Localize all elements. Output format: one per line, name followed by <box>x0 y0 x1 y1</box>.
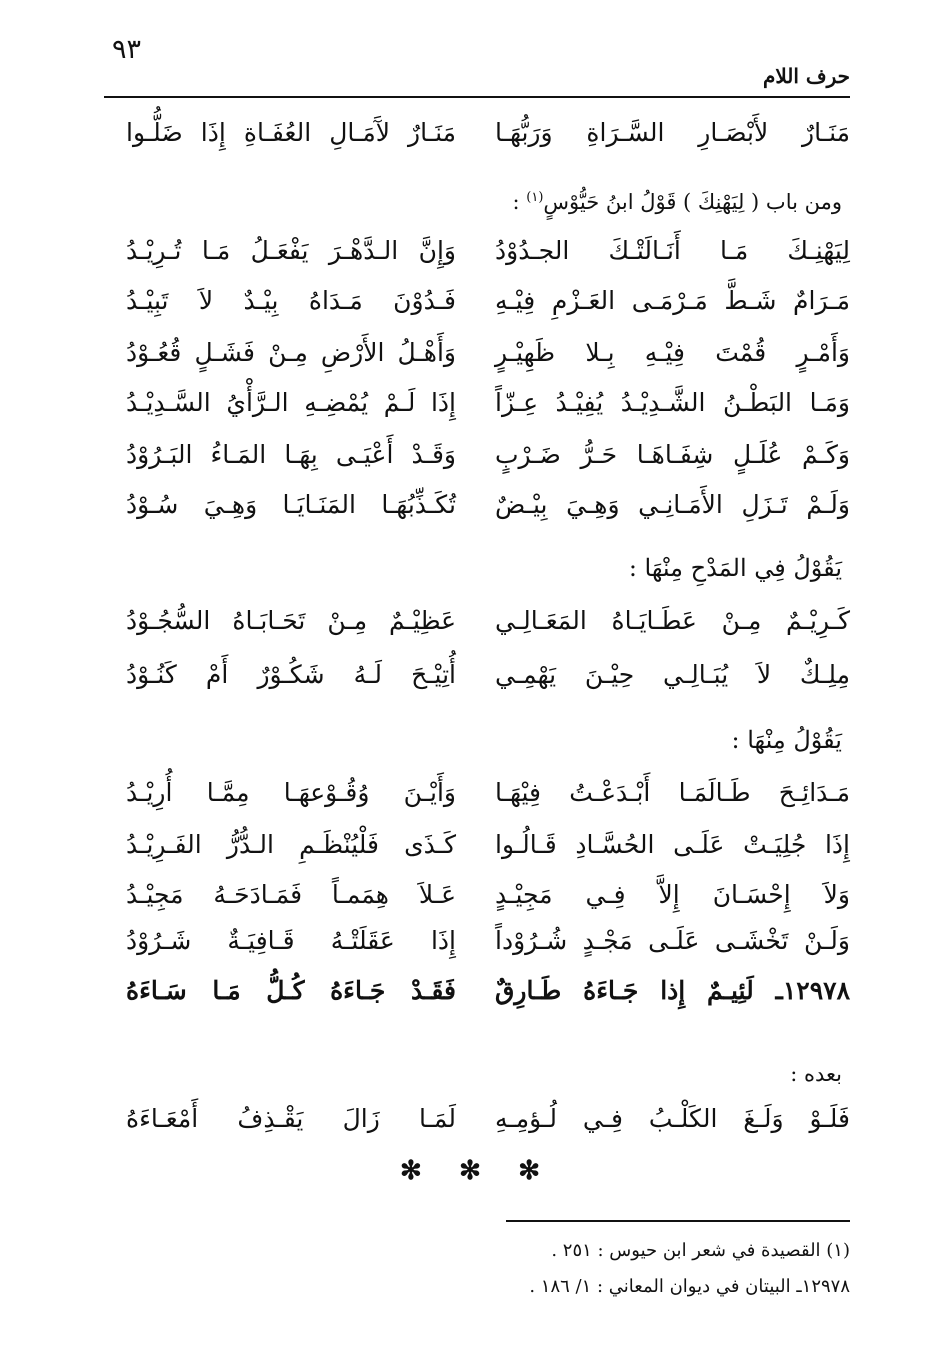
first-hemistich: مَـرَامٌ شَـطَّ مَـرْمَـى العَـزْمِ فِيْـهِ <box>495 286 850 315</box>
after-label: بعده : <box>790 1062 842 1086</box>
second-hemistich: وَقَـدْ أَعْيَـى بِهَـا المَـاءُ البَـرُوْدُ <box>126 440 456 469</box>
second-hemistich: عَـلاَ هِمَمـاً فَمَـادَحَـهُ مَجِيْـدُ <box>126 880 456 909</box>
first-hemistich: وَكَـمْ عُلَـلٍ شِفَـاهَـا حَـرُّ ضَـرْبٍ <box>495 440 850 469</box>
second-hemistich: إِذَا لَـمْ يُمْضِـهِ الـرَّأْيُ السَّـدِيْـدُ <box>126 388 456 417</box>
second-hemistich: مَنَـارٌ لآَمَـالِ العُفَـاةِ إِذَا ضَلُّـوا <box>126 118 456 147</box>
intro-tail: : <box>512 190 527 214</box>
second-hemistich: أُتِيْـحَ لَـهُ شَكُـوْرٌ أَمْ كَنُـوْدُ <box>126 660 456 689</box>
second-hemistich: فَقَـدْ جَـاءَهُ كُـلُّ مَـا سَـاءَهُ <box>126 976 456 1005</box>
star-icon: ✻ <box>518 1156 540 1186</box>
footnote: (١) القصيدة في شعر ابن حيوس : ٢٥١ . <box>551 1240 850 1261</box>
first-hemistich: مِلِـكٌ لاَ يُبَـالِـي حِيْـنَ يَهْمِـي <box>495 660 850 689</box>
page-number: ٩٣ <box>112 34 142 65</box>
verse-line <box>104 276 850 326</box>
first-hemistich: فَلَـوْ وَلَـغَ الكَلْـبُ فِـي لُـؤمِـهِ <box>495 1104 850 1133</box>
first-hemistich: وَأَمْـرٍ قُمْتَ فِيْـهِ بِـلا ظَهِيْـرٍ <box>495 338 850 367</box>
section-heading: يَقُوْلُ فِي المَدْحِ مِنْهَا : <box>628 554 842 582</box>
chapter-title: حرف اللام <box>762 64 850 88</box>
verse-line <box>104 916 850 966</box>
second-hemistich: وَأَيْـنَ وُقُـوْعهَـا مِمَّـا أُرِيْـدُ <box>126 778 456 807</box>
first-hemistich: مَـدَائِـحَ طَـالَمَـا أَبْـدَعْـتُ فِيْهَـا <box>495 778 850 807</box>
footnote-rule <box>506 1220 850 1222</box>
first-hemistich: وَلَـنْ تَخْشَـى عَلَـى مَجْـدٍ شُـرُوْداً <box>495 926 850 955</box>
first-hemistich: وَلَـمْ تَـزَلِ الأَمَـانِـي وَهِـيَ بِيْـضٌ <box>495 490 850 519</box>
verse-line <box>104 596 850 646</box>
second-hemistich: إِذَا عَقَلَتْـهُ قَـافِيَـةٌ شَـرُوْدُ <box>126 926 456 955</box>
second-hemistich: لَمَـا زَالَ يَقْـذِفُ أَمْعَـاءَهُ <box>126 1104 456 1133</box>
header-rule <box>104 96 850 98</box>
first-hemistich: مَنَـارٌ لأَبْصَـارِ السَّـرَاةِ وَرَبُّهَـا <box>495 118 850 147</box>
entry-verse <box>104 966 850 1016</box>
second-hemistich: فَـدُوْنَ مَـدَاهُ بِيْـدٌ لاَ تَبِيْـدُ <box>126 286 456 315</box>
verse-line <box>104 768 850 818</box>
section-separator <box>400 1156 540 1186</box>
star-icon: ✻ <box>400 1156 422 1186</box>
footnote: ١٢٩٧٨ـ البيتان في ديوان المعاني : ١/ ١٨٦ . <box>529 1276 850 1297</box>
second-hemistich: كَـذَى فَلْيُنْظَـمِ الـدُّرُّ الفَـرِيْـدُ <box>126 830 456 859</box>
verse-line <box>104 328 850 378</box>
first-hemistich: وَمَـا البَطْـنُ الشَّـدِيْـدُ يُفِيْـدُ عِـزّاً <box>495 388 850 417</box>
section-heading: يَقُوْلُ مِنْهَا : <box>731 726 842 754</box>
verse-line <box>104 378 850 428</box>
verse-line <box>104 820 850 870</box>
second-hemistich: تُكَـذِّبُهَـا المَنَـايَـا وَهِـيَ سُـوْدُ <box>126 490 456 519</box>
first-hemistich: كَـرِيْـمٌ مِـنْ عَطَـايَـاهُ المَعَـالِـي <box>495 606 850 635</box>
verse-line <box>104 480 850 530</box>
first-hemistich: ١٢٩٧٨ـ لَئِيـمٌ إِذا جَـاءَهُ طَـارِقٌ <box>495 976 850 1005</box>
second-hemistich: عَظِيْـمٌ مِـنْ تَحَـابَـاهُ السُّجُـوْدُ <box>126 606 456 635</box>
first-hemistich: وَلاَ إِحْسَـانَ إِلاَّ فِـي مَجِيْـدٍ <box>495 880 850 909</box>
star-icon: ✻ <box>459 1156 481 1186</box>
verse-line <box>104 870 850 920</box>
first-hemistich: إِذَا جُلِيَـتْ عَلَـى الحُسَّـادِ قَـالُـوا <box>495 830 850 859</box>
verse-line <box>104 430 850 480</box>
verse-line <box>104 650 850 700</box>
first-hemistich: لِيَهْنِـكَ مَـا أَنَـالَتْـكَ الجـدُوْدُ <box>495 236 850 265</box>
second-hemistich: وَأَهْـلُ الأَرْضِ مِـنْ فَشَـلٍ قُعُـوْدُ <box>126 338 456 367</box>
section-intro <box>513 180 842 220</box>
second-hemistich: وَإِنَّ الـدَّهْـرَ يَفْعَـلُ مَـا تُـرِيْـدُ <box>126 236 456 265</box>
footnote-ref: (١) <box>526 190 544 205</box>
verse-line <box>104 108 850 158</box>
verse-line <box>104 1094 850 1144</box>
intro-text: ومن باب ( لِيَهْنِكَ ) قَوْلُ ابنُ حَيُّوْسٍ <box>543 190 842 214</box>
verse-line <box>104 226 850 276</box>
